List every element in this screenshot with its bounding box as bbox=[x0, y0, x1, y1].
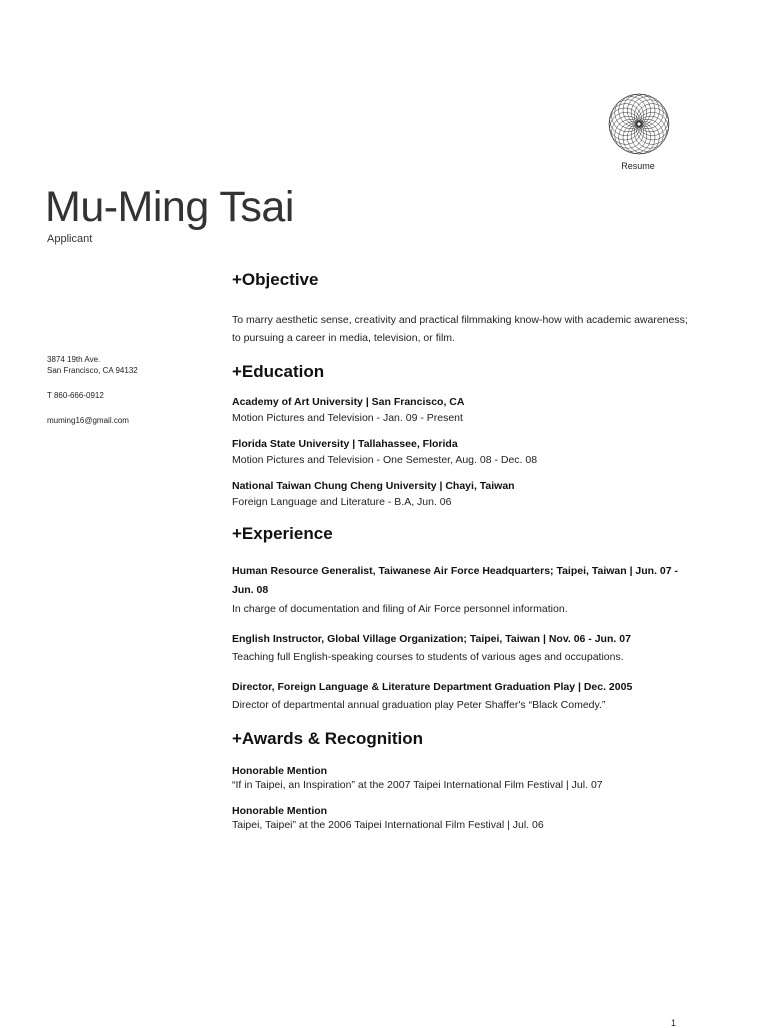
experience-entry bbox=[232, 631, 692, 665]
education-entry bbox=[232, 394, 692, 426]
experience-heading: +Experience bbox=[232, 524, 333, 543]
experience-detail: Director of departmental annual graduation play Peter Shaffer's “Black Comedy.” bbox=[232, 699, 606, 711]
experience-detail: Teaching full English-speaking courses to students of various ages and occupations. bbox=[232, 651, 624, 663]
education-detail: Foreign Language and Literature - B.A, Jun. 06 bbox=[232, 496, 452, 508]
award-detail: “If in Taipei, an Inspiration” at the 2007 Taipei International Film Festival | Jul. 07 bbox=[232, 779, 603, 791]
page-number: 1 bbox=[670, 1018, 676, 1028]
email-address: muming16@gmail.com bbox=[47, 416, 129, 425]
objective-heading: +Objective bbox=[232, 270, 319, 289]
address-line-2: San Francisco, CA 94132 bbox=[47, 366, 138, 375]
education-school: National Taiwan Chung Cheng University | Chayi, Taiwan bbox=[232, 480, 515, 492]
experience-role: Human Resource Generalist, Taiwanese Air Force Headquarters; Taipei, Taiwan | Jun. 07 - Jun. 08 bbox=[232, 565, 679, 596]
applicant-role: Applicant bbox=[47, 233, 93, 245]
experience-entry bbox=[232, 679, 692, 713]
experience-role: Director, Foreign Language & Literature Department Graduation Play | Dec. 2005 bbox=[232, 681, 633, 693]
applicant-name: Mu-Ming Tsai bbox=[45, 183, 294, 231]
address-line-1: 3874 19th Ave. bbox=[47, 355, 101, 364]
education-detail: Motion Pictures and Television - One Semester, Aug. 08 - Dec. 08 bbox=[232, 454, 538, 466]
award-entry bbox=[232, 765, 692, 793]
objective-text: To marry aesthetic sense, creativity and practical filmmaking know-how with academic awareness; to pursuing a career in media, television, or film. bbox=[232, 314, 688, 344]
experience-entry bbox=[232, 562, 692, 617]
education-entry bbox=[232, 478, 692, 510]
phone-number: T 860-666-0912 bbox=[47, 391, 104, 400]
contact-block bbox=[47, 354, 138, 426]
education-heading: +Education bbox=[232, 362, 325, 381]
resume-main bbox=[232, 270, 692, 833]
education-school: Academy of Art University | San Francisco, CA bbox=[232, 396, 465, 408]
award-detail: Taipei, Taipei” at the 2006 Taipei International Film Festival | Jul. 06 bbox=[232, 819, 544, 831]
education-school: Florida State University | Tallahassee, Florida bbox=[232, 438, 458, 450]
education-detail: Motion Pictures and Television - Jan. 09 - Present bbox=[232, 412, 463, 424]
experience-role: English Instructor, Global Village Organization; Taipei, Taiwan | Nov. 06 - Jun. 07 bbox=[232, 633, 631, 645]
logo-label: Resume bbox=[621, 161, 655, 171]
experience-detail: In charge of documentation and filing of Air Force personnel information. bbox=[232, 603, 568, 615]
awards-heading: +Awards & Recognition bbox=[232, 729, 423, 748]
spirograph-logo-icon bbox=[608, 93, 670, 155]
education-entry bbox=[232, 436, 692, 468]
award-title: Honorable Mention bbox=[232, 765, 328, 777]
award-title: Honorable Mention bbox=[232, 805, 328, 817]
award-entry bbox=[232, 805, 692, 833]
